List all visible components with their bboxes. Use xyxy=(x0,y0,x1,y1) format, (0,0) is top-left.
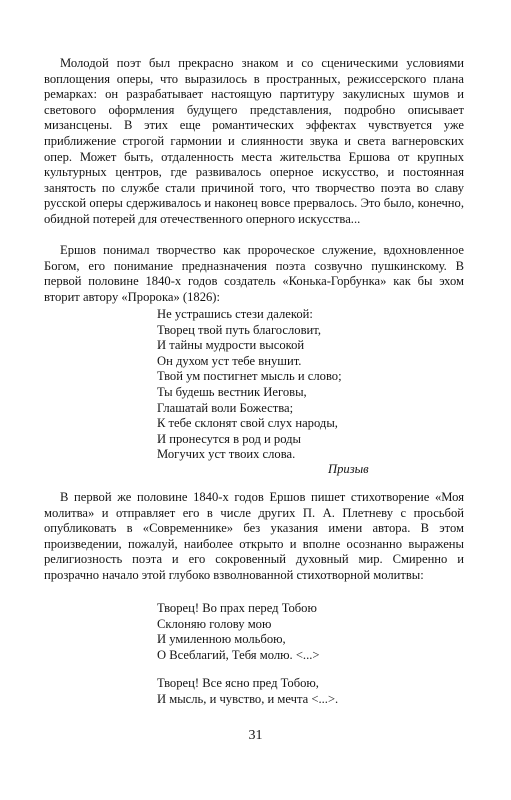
poem-line: Творец! Во прах перед Тобою xyxy=(157,601,317,615)
poem-line: Не устрашись стези далекой: xyxy=(157,307,313,321)
page-number: 31 xyxy=(248,728,263,743)
poem-line: Склоняю голову мою xyxy=(157,616,272,631)
poem-line: Творец! Все ясно пред Тобою, xyxy=(157,676,319,690)
poem-line: И тайны мудрости высокой xyxy=(157,338,305,353)
poem-line: Твой ум постигнет мысль и слово; xyxy=(157,369,342,384)
poem-line: Он духом уст тебе внушит. xyxy=(157,353,302,368)
poem-prayer-stanza-2 xyxy=(157,676,338,707)
poem-line: Глашатай воли Божества; xyxy=(157,400,294,415)
poem-title-signature: Призыв xyxy=(328,462,369,476)
poem-line: И пронесутся в род и роды xyxy=(157,431,301,446)
poem-line: О Всеблагий, Тебя молю. <...> xyxy=(157,647,320,662)
poem-prizyv xyxy=(157,307,342,463)
poem-line: И умиленною мольбою, xyxy=(157,632,286,647)
paragraph-opera: Молодой поэт был прекрасно знаком и со сценическими условиями воплощения оперы, что выразилось в пространных, режиссерского плана ремарках: он разрабатывает настоящую партитуру закулисных шумов и светового оформления будущего представления, подробно описывает мизансцены. В этих еще романтических эффектах чувствуется уже приближение строгой гармонии и слиянности звука и света вагнеровских опер. Может быть, отдаленность места жительства Ершова от крупных культурных центров, где развивалось оперное искусство, и постоянная занятость по службе стали причиной того, что творчество поэта во славу русской оперы сдерживалось и наконец вовсе прервалось. Это было, конечно, обидной потерей для отечественного оперного искусства... xyxy=(44,56,464,226)
poem-prayer-stanza-1 xyxy=(157,601,319,663)
poem-line: Могучих уст твоих слова. xyxy=(157,447,296,462)
poem-line: К тебе склонят свой слух народы, xyxy=(157,416,338,431)
paragraph-my-prayer: В первой же половине 1840-х годов Ершов пишет стихотворение «Моя молитва» и отправляет его в числе других П. А. Плетневу с просьбой опубликовать в «Современнике» без указания имени автора. В этом произведении, пожалуй, наиболее открыто и вполне осознанно выражены религиозность поэта и его сокровенный духовный мир. Смиренно и прозрачно начало этой глубоко взволнованной стихотворной молитвы: xyxy=(44,490,464,582)
poem-line: Ты будешь вестник Иеговы, xyxy=(157,384,307,399)
poem-line: Творец твой путь благословит, xyxy=(157,322,321,337)
poem-line: И мысль, и чувство, и мечта <...>. xyxy=(157,691,339,706)
paragraph-prophetic-service: Ершов понимал творчество как пророческое служение, вдохновленное Богом, его понимание предназначения поэта созвучно пушкинскому. В первой половине 1840-х годов создатель «Конька-Горбунка» как бы эхом вторит автору «Пророка» (1826): xyxy=(44,243,464,304)
